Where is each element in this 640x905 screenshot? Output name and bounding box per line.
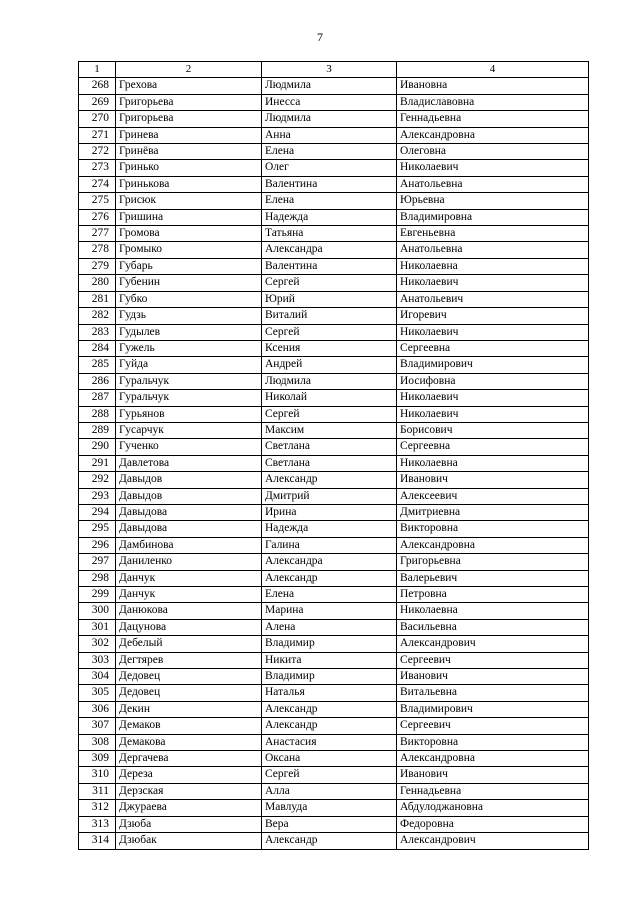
patronymic-cell: Юрьевна — [397, 193, 589, 209]
last-name-cell: Гурьянов — [116, 406, 262, 422]
row-number-cell: 285 — [79, 357, 116, 373]
row-number-cell: 309 — [79, 751, 116, 767]
table-row — [79, 800, 589, 816]
table-row — [79, 209, 589, 225]
row-number-cell: 290 — [79, 439, 116, 455]
row-number-cell: 283 — [79, 324, 116, 340]
row-number-cell: 291 — [79, 455, 116, 471]
patronymic-cell: Николаевич — [397, 275, 589, 291]
last-name-cell: Гуральчук — [116, 373, 262, 389]
first-name-cell: Оксана — [262, 751, 397, 767]
patronymic-cell: Иванович — [397, 472, 589, 488]
table-body — [79, 78, 589, 849]
table-row — [79, 537, 589, 553]
first-name-cell: Вера — [262, 816, 397, 832]
row-number-cell: 274 — [79, 176, 116, 192]
last-name-cell: Гринёва — [116, 144, 262, 160]
table-row — [79, 587, 589, 603]
first-name-cell: Валентина — [262, 176, 397, 192]
table-row — [79, 291, 589, 307]
first-name-cell: Александр — [262, 472, 397, 488]
table-row — [79, 652, 589, 668]
row-number-cell: 306 — [79, 701, 116, 717]
table-row — [79, 127, 589, 143]
row-number-cell: 269 — [79, 94, 116, 110]
last-name-cell: Гуральчук — [116, 390, 262, 406]
first-name-cell: Никита — [262, 652, 397, 668]
first-name-cell: Александр — [262, 833, 397, 849]
first-name-cell: Анастасия — [262, 734, 397, 750]
last-name-cell: Давыдов — [116, 472, 262, 488]
patronymic-cell: Олеговна — [397, 144, 589, 160]
row-number-cell: 284 — [79, 340, 116, 356]
patronymic-cell: Николаевич — [397, 390, 589, 406]
first-name-cell: Сергей — [262, 406, 397, 422]
last-name-cell: Данчук — [116, 587, 262, 603]
patronymic-cell: Борисович — [397, 422, 589, 438]
row-number-cell: 270 — [79, 111, 116, 127]
first-name-cell: Светлана — [262, 455, 397, 471]
row-number-cell: 277 — [79, 226, 116, 242]
table-header-row — [79, 62, 589, 78]
patronymic-cell: Алексеевич — [397, 488, 589, 504]
patronymic-cell: Геннадьевна — [397, 111, 589, 127]
patronymic-cell: Петровна — [397, 587, 589, 603]
patronymic-cell: Ивановна — [397, 78, 589, 94]
first-name-cell: Инесса — [262, 94, 397, 110]
patronymic-cell: Федоровна — [397, 816, 589, 832]
table-row — [79, 734, 589, 750]
last-name-cell: Гринько — [116, 160, 262, 176]
row-number-cell: 295 — [79, 521, 116, 537]
patronymic-cell: Евгеньевна — [397, 226, 589, 242]
last-name-cell: Дерзская — [116, 783, 262, 799]
table-row — [79, 78, 589, 94]
table-row — [79, 669, 589, 685]
table-row — [79, 94, 589, 110]
table-row — [79, 455, 589, 471]
row-number-cell: 275 — [79, 193, 116, 209]
patronymic-cell: Григорьевна — [397, 554, 589, 570]
last-name-cell: Дергачева — [116, 751, 262, 767]
patronymic-cell: Игоревич — [397, 308, 589, 324]
patronymic-cell: Васильевна — [397, 619, 589, 635]
patronymic-cell: Анатольевна — [397, 176, 589, 192]
table-row — [79, 488, 589, 504]
first-name-cell: Сергей — [262, 767, 397, 783]
first-name-cell: Марина — [262, 603, 397, 619]
row-number-cell: 288 — [79, 406, 116, 422]
first-name-cell: Елена — [262, 193, 397, 209]
first-name-cell: Виталий — [262, 308, 397, 324]
first-name-cell: Сергей — [262, 324, 397, 340]
row-number-cell: 292 — [79, 472, 116, 488]
first-name-cell: Максим — [262, 422, 397, 438]
last-name-cell: Гудылев — [116, 324, 262, 340]
table-row — [79, 554, 589, 570]
first-name-cell: Елена — [262, 587, 397, 603]
table-row — [79, 685, 589, 701]
table-row — [79, 406, 589, 422]
row-number-cell: 271 — [79, 127, 116, 143]
patronymic-cell: Иванович — [397, 669, 589, 685]
last-name-cell: Грисюк — [116, 193, 262, 209]
first-name-cell: Валентина — [262, 258, 397, 274]
first-name-cell: Сергей — [262, 275, 397, 291]
patronymic-cell: Николаевна — [397, 603, 589, 619]
patronymic-cell: Викторовна — [397, 521, 589, 537]
last-name-cell: Гусарчук — [116, 422, 262, 438]
last-name-cell: Гринева — [116, 127, 262, 143]
row-number-cell: 279 — [79, 258, 116, 274]
row-number-cell: 278 — [79, 242, 116, 258]
row-number-cell: 299 — [79, 587, 116, 603]
patronymic-cell: Геннадьевна — [397, 783, 589, 799]
last-name-cell: Данчук — [116, 570, 262, 586]
patronymic-cell: Абдулоджановна — [397, 800, 589, 816]
patronymic-cell: Сергеевна — [397, 439, 589, 455]
last-name-cell: Давлетова — [116, 455, 262, 471]
table-row — [79, 390, 589, 406]
first-name-cell: Юрий — [262, 291, 397, 307]
patronymic-cell: Александрович — [397, 833, 589, 849]
row-number-cell: 276 — [79, 209, 116, 225]
table-row — [79, 439, 589, 455]
last-name-cell: Губко — [116, 291, 262, 307]
first-name-cell: Александра — [262, 554, 397, 570]
row-number-cell: 281 — [79, 291, 116, 307]
row-number-cell: 280 — [79, 275, 116, 291]
last-name-cell: Грехова — [116, 78, 262, 94]
table-row — [79, 324, 589, 340]
patronymic-cell: Владимировна — [397, 209, 589, 225]
page-number: 7 — [317, 30, 323, 44]
table-row — [79, 357, 589, 373]
last-name-cell: Давыдова — [116, 504, 262, 520]
last-name-cell: Даниленко — [116, 554, 262, 570]
first-name-cell: Алена — [262, 619, 397, 635]
last-name-cell: Джураева — [116, 800, 262, 816]
row-number-cell: 286 — [79, 373, 116, 389]
patronymic-cell: Сергеевич — [397, 652, 589, 668]
patronymic-cell: Сергеевна — [397, 340, 589, 356]
table-row — [79, 176, 589, 192]
last-name-cell: Демакова — [116, 734, 262, 750]
last-name-cell: Декин — [116, 701, 262, 717]
last-name-cell: Данюкова — [116, 603, 262, 619]
patronymic-cell: Александрович — [397, 636, 589, 652]
row-number-cell: 302 — [79, 636, 116, 652]
patronymic-cell: Витальевна — [397, 685, 589, 701]
last-name-cell: Дереза — [116, 767, 262, 783]
first-name-cell: Андрей — [262, 357, 397, 373]
first-name-cell: Ксения — [262, 340, 397, 356]
row-number-cell: 293 — [79, 488, 116, 504]
last-name-cell: Давыдов — [116, 488, 262, 504]
last-name-cell: Губенин — [116, 275, 262, 291]
table-row — [79, 373, 589, 389]
row-number-cell: 308 — [79, 734, 116, 750]
patronymic-cell: Александровна — [397, 127, 589, 143]
row-number-cell: 314 — [79, 833, 116, 849]
names-table — [78, 61, 589, 850]
first-name-cell: Анна — [262, 127, 397, 143]
first-name-cell: Надежда — [262, 209, 397, 225]
first-name-cell: Дмитрий — [262, 488, 397, 504]
first-name-cell: Александр — [262, 570, 397, 586]
table-row — [79, 521, 589, 537]
first-name-cell: Владимир — [262, 669, 397, 685]
first-name-cell: Надежда — [262, 521, 397, 537]
row-number-cell: 296 — [79, 537, 116, 553]
first-name-cell: Александр — [262, 718, 397, 734]
patronymic-cell: Александровна — [397, 751, 589, 767]
last-name-cell: Гудзь — [116, 308, 262, 324]
row-number-cell: 301 — [79, 619, 116, 635]
patronymic-cell: Николаевич — [397, 324, 589, 340]
header-col-4: 4 — [397, 62, 589, 78]
table-row — [79, 767, 589, 783]
first-name-cell: Александр — [262, 701, 397, 717]
last-name-cell: Дедовец — [116, 669, 262, 685]
table-row — [79, 751, 589, 767]
last-name-cell: Дедовец — [116, 685, 262, 701]
patronymic-cell: Иосифовна — [397, 373, 589, 389]
first-name-cell: Наталья — [262, 685, 397, 701]
patronymic-cell: Сергеевич — [397, 718, 589, 734]
patronymic-cell: Владимирович — [397, 701, 589, 717]
row-number-cell: 305 — [79, 685, 116, 701]
row-number-cell: 294 — [79, 504, 116, 520]
table-row — [79, 144, 589, 160]
table-row — [79, 783, 589, 799]
last-name-cell: Дзюбак — [116, 833, 262, 849]
first-name-cell: Олег — [262, 160, 397, 176]
last-name-cell: Громова — [116, 226, 262, 242]
last-name-cell: Гуйда — [116, 357, 262, 373]
table-row — [79, 275, 589, 291]
patronymic-cell: Николаевна — [397, 258, 589, 274]
row-number-cell: 300 — [79, 603, 116, 619]
first-name-cell: Татьяна — [262, 226, 397, 242]
table-row — [79, 603, 589, 619]
first-name-cell: Людмила — [262, 78, 397, 94]
row-number-cell: 282 — [79, 308, 116, 324]
last-name-cell: Губарь — [116, 258, 262, 274]
row-number-cell: 303 — [79, 652, 116, 668]
first-name-cell: Алла — [262, 783, 397, 799]
first-name-cell: Елена — [262, 144, 397, 160]
table-row — [79, 340, 589, 356]
patronymic-cell: Валерьевич — [397, 570, 589, 586]
header-col-2: 2 — [116, 62, 262, 78]
last-name-cell: Гришина — [116, 209, 262, 225]
last-name-cell: Григорьева — [116, 111, 262, 127]
row-number-cell: 312 — [79, 800, 116, 816]
row-number-cell: 268 — [79, 78, 116, 94]
first-name-cell: Владимир — [262, 636, 397, 652]
last-name-cell: Дацунова — [116, 619, 262, 635]
first-name-cell: Александра — [262, 242, 397, 258]
row-number-cell: 304 — [79, 669, 116, 685]
table-row — [79, 718, 589, 734]
last-name-cell: Громыко — [116, 242, 262, 258]
row-number-cell: 298 — [79, 570, 116, 586]
row-number-cell: 307 — [79, 718, 116, 734]
last-name-cell: Демаков — [116, 718, 262, 734]
first-name-cell: Светлана — [262, 439, 397, 455]
last-name-cell: Дебелый — [116, 636, 262, 652]
patronymic-cell: Дмитриевна — [397, 504, 589, 520]
first-name-cell: Ирина — [262, 504, 397, 520]
last-name-cell: Гученко — [116, 439, 262, 455]
table-row — [79, 636, 589, 652]
table-row — [79, 472, 589, 488]
patronymic-cell: Анатольевич — [397, 291, 589, 307]
first-name-cell: Людмила — [262, 373, 397, 389]
first-name-cell: Галина — [262, 537, 397, 553]
row-number-cell: 289 — [79, 422, 116, 438]
table-row — [79, 816, 589, 832]
last-name-cell: Дамбинова — [116, 537, 262, 553]
patronymic-cell: Николаевич — [397, 160, 589, 176]
patronymic-cell: Викторовна — [397, 734, 589, 750]
last-name-cell: Дегтярев — [116, 652, 262, 668]
table-row — [79, 258, 589, 274]
first-name-cell: Николай — [262, 390, 397, 406]
patronymic-cell: Владимирович — [397, 357, 589, 373]
header-col-3: 3 — [262, 62, 397, 78]
table-row — [79, 226, 589, 242]
patronymic-cell: Анатольевна — [397, 242, 589, 258]
row-number-cell: 310 — [79, 767, 116, 783]
first-name-cell: Людмила — [262, 111, 397, 127]
patronymic-cell: Александровна — [397, 537, 589, 553]
table-row — [79, 701, 589, 717]
row-number-cell: 287 — [79, 390, 116, 406]
first-name-cell: Мавлуда — [262, 800, 397, 816]
row-number-cell: 311 — [79, 783, 116, 799]
row-number-cell: 273 — [79, 160, 116, 176]
patronymic-cell: Николаевна — [397, 455, 589, 471]
last-name-cell: Григорьева — [116, 94, 262, 110]
patronymic-cell: Иванович — [397, 767, 589, 783]
table-row — [79, 422, 589, 438]
table-row — [79, 504, 589, 520]
table-row — [79, 619, 589, 635]
last-name-cell: Дзюба — [116, 816, 262, 832]
last-name-cell: Давыдова — [116, 521, 262, 537]
last-name-cell: Гужель — [116, 340, 262, 356]
table-row — [79, 242, 589, 258]
table-row — [79, 111, 589, 127]
header-col-1: 1 — [79, 62, 116, 78]
last-name-cell: Гринькова — [116, 176, 262, 192]
table-row — [79, 833, 589, 849]
patronymic-cell: Владиславовна — [397, 94, 589, 110]
patronymic-cell: Николаевич — [397, 406, 589, 422]
row-number-cell: 272 — [79, 144, 116, 160]
row-number-cell: 297 — [79, 554, 116, 570]
table-row — [79, 570, 589, 586]
table-row — [79, 193, 589, 209]
row-number-cell: 313 — [79, 816, 116, 832]
table-row — [79, 160, 589, 176]
table-row — [79, 308, 589, 324]
